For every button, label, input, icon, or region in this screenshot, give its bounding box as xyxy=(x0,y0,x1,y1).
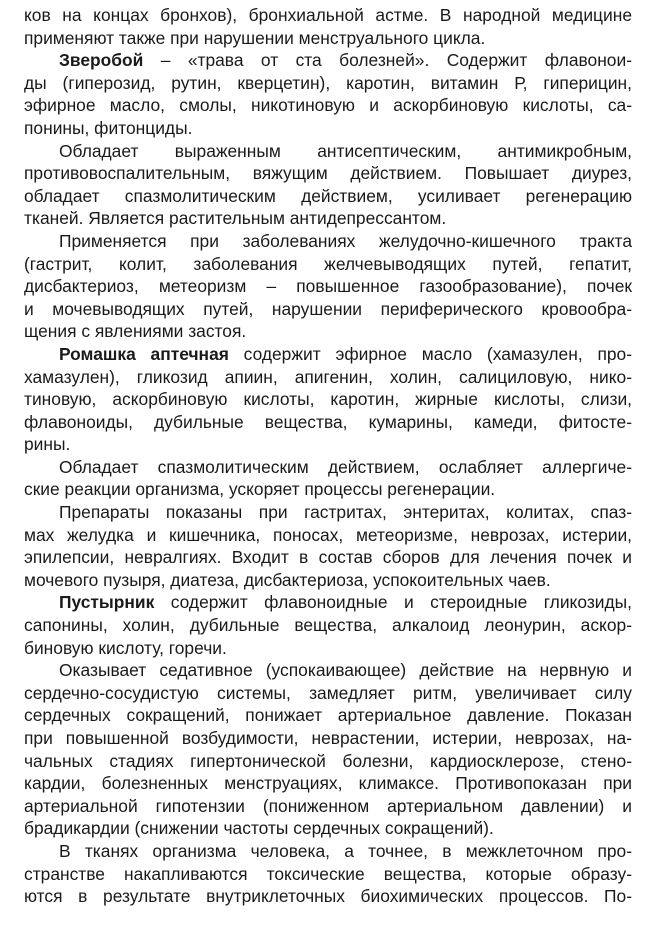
text-run: дисбактериоз, метеоризм – повышенное газообразование), почек xyxy=(24,276,632,297)
text-line xyxy=(24,704,632,727)
text-line xyxy=(24,546,632,569)
term-heading: Ромашка аптечная xyxy=(59,343,229,364)
text-line xyxy=(24,840,632,863)
paragraph xyxy=(24,659,632,840)
text-run: мочевого пузыря, диатеза, дисбактериоза, успокоительных чаев. xyxy=(24,569,551,590)
text-line xyxy=(24,343,632,366)
paragraph xyxy=(24,230,632,343)
paragraph xyxy=(24,840,632,908)
text-run: Обладает спазмолитическим действием, ослабляет аллергиче- xyxy=(59,456,632,477)
text-line xyxy=(24,94,632,117)
text-line xyxy=(24,72,632,95)
text-line xyxy=(24,637,632,660)
text-run: ские реакции организма, ускоряет процессы регенерации. xyxy=(24,479,496,500)
text-run: (гастрит, колит, заболевания желчевыводящих путей, гепатит, xyxy=(24,253,632,274)
text-line xyxy=(24,501,632,524)
paragraph xyxy=(24,591,632,659)
text-run: В тканях организма человека, а точнее, в межклеточном про- xyxy=(59,840,632,861)
text-run: содержит флавоноидные и стероидные гликозиды, xyxy=(154,592,632,613)
text-line xyxy=(24,817,632,840)
text-line xyxy=(24,298,632,321)
text-line xyxy=(24,117,632,140)
text-run: тканей. Является растительным антидепрессантом. xyxy=(24,208,447,229)
text-run: сапонины, холин, дубильные вещества, алкалоид леонурин, аскор- xyxy=(24,615,632,636)
text-run: кардии, болезненных менструациях, климаксе. Противопоказан при xyxy=(24,773,632,794)
text-line xyxy=(24,885,632,908)
text-line xyxy=(24,456,632,479)
text-line xyxy=(24,27,632,50)
text-line xyxy=(24,411,632,434)
term-heading: Пустырник xyxy=(59,592,155,613)
text-run: эпилепсии, невралгиях. Входит в состав сборов для лечения почек и xyxy=(24,547,632,568)
text-run: противовоспалительным, вяжущим действием. Повышает диурез, xyxy=(24,163,632,184)
text-run: чальных стадиях гипертонической болезни, кардиосклерозе, стено- xyxy=(24,750,632,771)
text-run: ды (гиперозид, рутин, кверцетин), каротин, витамин Р, гиперицин, xyxy=(24,72,632,93)
text-line xyxy=(24,795,632,818)
text-run: понины, фитонциды. xyxy=(24,117,193,138)
text-run: брадикардии (снижении частоты сердечных сокращений). xyxy=(24,818,494,839)
text-run: и мочевыводящих путей, нарушении периферического кровообра- xyxy=(24,298,632,319)
text-line xyxy=(24,162,632,185)
text-run: рины. xyxy=(24,434,71,455)
text-line xyxy=(24,320,632,343)
text-run: биновую кислоту, горечи. xyxy=(24,637,227,658)
text-run: обладает спазмолитическим действием, усиливает регенерацию xyxy=(24,185,632,206)
text-line xyxy=(24,49,632,72)
text-run: при повышенной возбудимости, неврастении, истерии, неврозах, на- xyxy=(24,728,632,748)
text-run: Оказывает седативное (успокаивающее) действие на нервную и xyxy=(59,660,632,681)
text-run: мах желудка и кишечника, поносах, метеоризме, неврозах, истерии, xyxy=(24,524,632,545)
term-heading: Зверобой xyxy=(59,50,144,71)
text-line xyxy=(24,433,632,456)
text-run: Препараты показаны при гастритах, энтеритах, колитах, спаз- xyxy=(59,502,632,523)
text-line xyxy=(24,253,632,276)
text-line xyxy=(24,863,632,886)
text-line xyxy=(24,750,632,773)
text-line xyxy=(24,140,632,163)
text-line xyxy=(24,659,632,682)
text-line xyxy=(24,682,632,705)
paragraph xyxy=(24,343,632,456)
text-run: странстве накапливаются токсические вещества, которые образу- xyxy=(24,863,632,884)
text-line xyxy=(24,4,632,27)
text-line xyxy=(24,366,632,389)
text-line xyxy=(24,772,632,795)
text-line xyxy=(24,591,632,614)
text-line xyxy=(24,185,632,208)
text-run: Применяется при заболеваниях желудочно-кишечного тракта xyxy=(59,230,632,251)
text-run: сердечно-сосудистую системы, замедляет ритм, увеличивает силу xyxy=(24,682,632,703)
text-line xyxy=(24,569,632,592)
text-run: – «трава от ста болезней». Содержит флавонои- xyxy=(143,50,632,71)
text-run: хамазулен), гликозид апиин, апигенин, холин, салициловую, нико- xyxy=(24,366,632,387)
text-line xyxy=(24,614,632,637)
text-line xyxy=(24,230,632,253)
text-run: сердечных сокращений, понижает артериальное давление. Показан xyxy=(24,705,632,726)
text-run: артериальной гипотензии (пониженном артериальном давлении) и xyxy=(24,795,632,816)
text-run: щения с явлениями застоя. xyxy=(24,321,247,342)
text-line xyxy=(24,275,632,298)
text-run: применяют также при нарушении менструального цикла. xyxy=(24,27,486,48)
text-line xyxy=(24,207,632,230)
paragraph xyxy=(24,140,632,230)
text-line xyxy=(24,478,632,501)
text-line xyxy=(24,524,632,547)
paragraph xyxy=(24,49,632,139)
text-line xyxy=(24,727,632,750)
text-run: ются в результате внутриклеточных биохимических процессов. По- xyxy=(24,886,632,907)
text-run: ков на концах бронхов), бронхиальной астме. В народной медицине xyxy=(24,5,632,25)
text-run: флавоноиды, дубильные вещества, кумарины, камеди, фитосте- xyxy=(24,411,632,432)
text-run: эфирное масло, смолы, никотиновую и аскорбиновую кислоты, са- xyxy=(24,95,632,116)
text-run: содержит эфирное масло (хамазулен, про- xyxy=(228,343,632,364)
paragraph xyxy=(24,501,632,591)
text-line xyxy=(24,388,632,411)
text-run: Обладает выраженным антисептическим, антимикробным, xyxy=(59,140,632,161)
paragraph xyxy=(24,4,632,49)
paragraph xyxy=(24,456,632,501)
text-run: тиновую, аскорбиновую кислоты, каротин, жирные кислоты, слизи, xyxy=(24,389,632,410)
